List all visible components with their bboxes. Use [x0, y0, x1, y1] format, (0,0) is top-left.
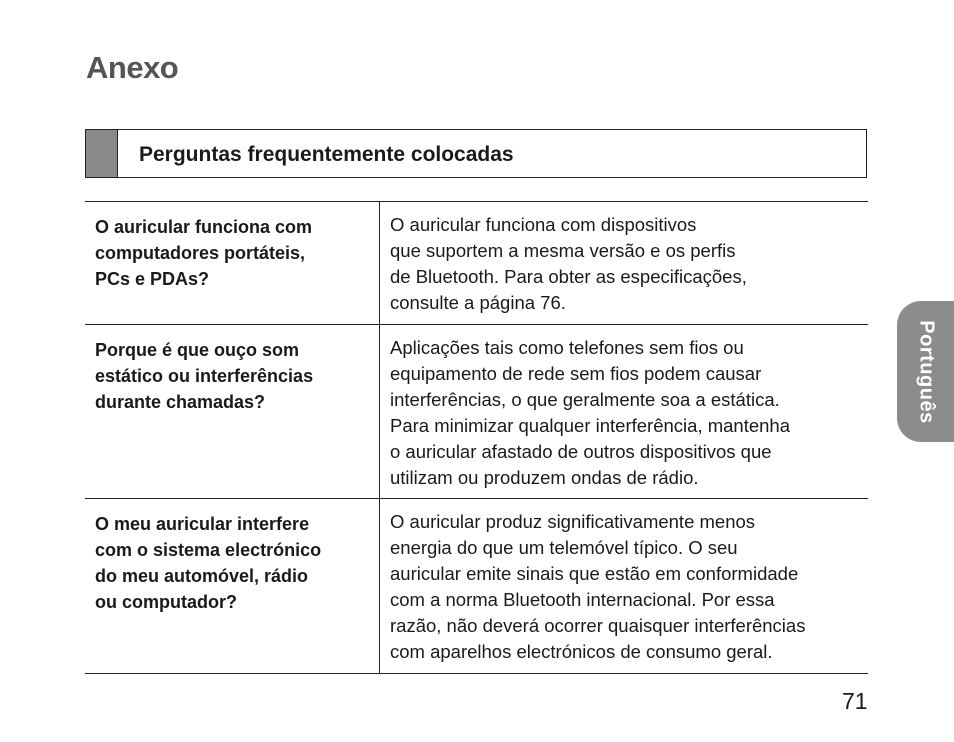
answer-line: o auricular afastado de outros dispositivos que — [390, 441, 772, 462]
faq-answer — [380, 325, 868, 498]
answer-line: que suportem a mesma versão e os perfis — [390, 240, 736, 261]
answer-line: com aparelhos electrónicos de consumo geral. — [390, 641, 773, 662]
answer-line: auricular emite sinais que estão em conformidade — [390, 563, 799, 584]
section-header — [85, 129, 867, 178]
question-line: do meu automóvel, rádio — [95, 566, 309, 586]
language-tab — [897, 301, 954, 442]
answer-line: utilizam ou produzem ondas de rádio. — [390, 467, 699, 488]
section-marker — [86, 130, 118, 177]
faq-row — [85, 325, 868, 499]
question-line: O auricular funciona com — [95, 217, 313, 237]
page-title: Anexo — [86, 50, 179, 85]
faq-question — [85, 499, 380, 673]
answer-line: interferências, o que geralmente soa a estática. — [390, 389, 780, 410]
answer-line: Para minimizar qualquer interferência, mantenha — [390, 415, 791, 436]
question-line: O meu auricular interfere — [95, 514, 310, 534]
faq-row — [85, 499, 868, 674]
answer-line: O auricular produz significativamente menos — [390, 511, 756, 532]
faq-question — [85, 202, 380, 324]
question-line: estático ou interferências — [95, 366, 314, 386]
language-tab-label: Português — [915, 319, 937, 424]
faq-row — [85, 202, 868, 325]
question-line: computadores portáteis, — [95, 243, 306, 263]
faq-answer — [380, 499, 868, 673]
answer-line: com a norma Bluetooth internacional. Por essa — [390, 589, 775, 610]
answer-line: Aplicações tais como telefones sem fios ou — [390, 337, 744, 358]
answer-line: O auricular funciona com dispositivos — [390, 214, 697, 235]
question-line: durante chamadas? — [95, 392, 266, 412]
question-line: ou computador? — [95, 592, 237, 612]
faq-table — [85, 201, 868, 674]
page-number: 71 — [842, 688, 868, 714]
answer-line: razão, não deverá ocorrer quaisquer interferências — [390, 615, 806, 636]
question-line: Porque é que ouço som — [95, 340, 300, 360]
faq-answer — [380, 202, 868, 324]
section-title: Perguntas frequentemente colocadas — [139, 143, 514, 166]
answer-line: de Bluetooth. Para obter as especificações, — [390, 266, 747, 287]
faq-question — [85, 325, 380, 498]
question-line: com o sistema electrónico — [95, 540, 322, 560]
answer-line: energia do que um telemóvel típico. O seu — [390, 537, 738, 558]
answer-line: equipamento de rede sem fios podem causar — [390, 363, 762, 384]
answer-line: consulte a página 76. — [390, 292, 566, 313]
question-line: PCs e PDAs? — [95, 269, 210, 289]
